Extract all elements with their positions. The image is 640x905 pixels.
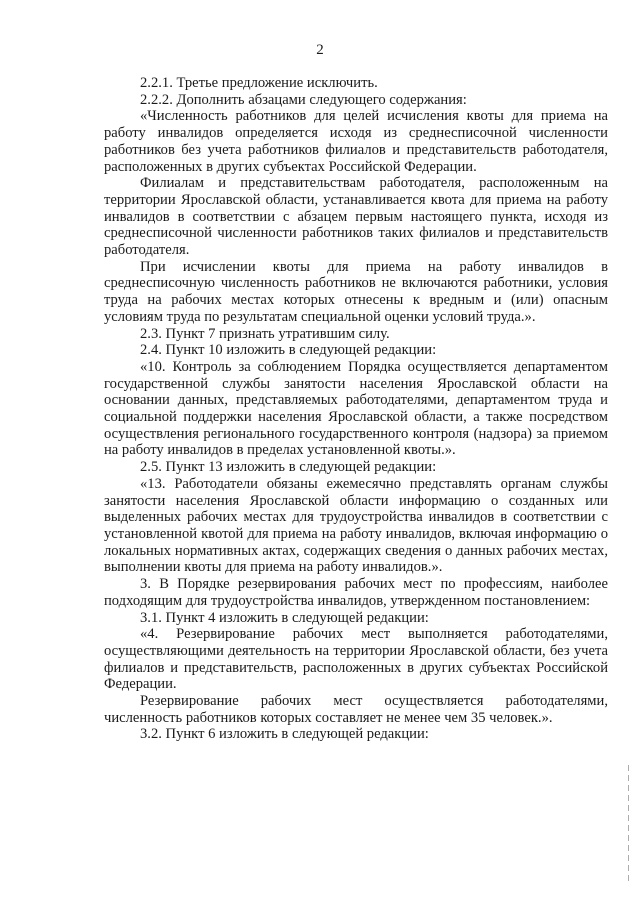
paragraph-harmful-conditions: При исчислении квоты для приема на работу инвалидов в среднесписочную численность работников не включаются работники, условия труда на рабочих местах которых отнесены к вредным и (или) опасным условиям труда по результатам специальной оценки условий труда.». bbox=[104, 258, 608, 325]
page-number: 2 bbox=[316, 42, 324, 58]
paragraph-2-3: 2.3. Пункт 7 признать утратившим силу. bbox=[140, 325, 390, 342]
paragraph-item-13: «13. Работодатели обязаны ежемесячно представлять органам службы занятости населения Ярославской области информацию о созданных или выделенных рабочих местах для трудоустройства инвалидов в соответствии с установленной квотой для приема на работу инвалидов, включая информацию о локальных нормативных актах, содержащих сведения о данных рабочих местах, выполнении квоты для приема на работу инвалидов.». bbox=[104, 475, 608, 576]
paragraph-item-10: «10. Контроль за соблюдением Порядка осуществляется департаментом государственной службы занятости населения Ярославской области на основании данных, представляемых работодателями, департаментом труда и социальной поддержки населения Ярославской области, а также посредством осуществления регионального государственного контроля (надзора) за приемом на работу инвалидов в пределах установленной квоты.». bbox=[104, 358, 608, 459]
paragraph-2-2-1: 2.2.1. Третье предложение исключить. bbox=[140, 75, 378, 91]
paragraph-3-1: 3.1. Пункт 4 изложить в следующей редакции: bbox=[140, 609, 429, 626]
document-body bbox=[104, 75, 608, 743]
paragraph-quota-headcount: «Численность работников для целей исчисления квоты для приема на работу инвалидов определяется исходя из среднесписочной численности работников без учета работников филиалов и представительств работодателя, расположенных в других субъектах Российской Федерации. bbox=[104, 108, 608, 175]
paragraph-item-4: «4. Резервирование рабочих мест выполняется работодателями, осуществляющими деятельность на территории Ярославской области, без учета филиалов и представительств, расположенных в других субъектах Российской Федерации. bbox=[104, 626, 608, 693]
paragraph-2-4: 2.4. Пункт 10 изложить в следующей редакции: bbox=[140, 342, 437, 359]
paragraph-3: 3. В Порядке резервирования рабочих мест по профессиям, наиболее подходящим для трудоустройства инвалидов, утвержденном постановлением: bbox=[104, 576, 608, 609]
scan-edge-mark bbox=[628, 765, 629, 885]
paragraph-2-2-2: 2.2.2. Дополнить абзацами следующего содержания: bbox=[140, 91, 467, 108]
paragraph-3-2: 3.2. Пункт 6 изложить в следующей редакции: bbox=[140, 726, 429, 743]
paragraph-branches: Филиалам и представительствам работодателя, расположенным на территории Ярославской области, устанавливается квота для приема на работу инвалидов в соответствии с абзацем первым настоящего пункта, исходя из среднесписочной численности работников таких филиалов и представительств работодателя. bbox=[104, 175, 608, 259]
paragraph-reservation-35: Резервирование рабочих мест осуществляется работодателями, численность работников которых составляет не менее чем 35 человек.». bbox=[104, 693, 608, 726]
paragraph-2-5: 2.5. Пункт 13 изложить в следующей редакции: bbox=[140, 459, 437, 476]
